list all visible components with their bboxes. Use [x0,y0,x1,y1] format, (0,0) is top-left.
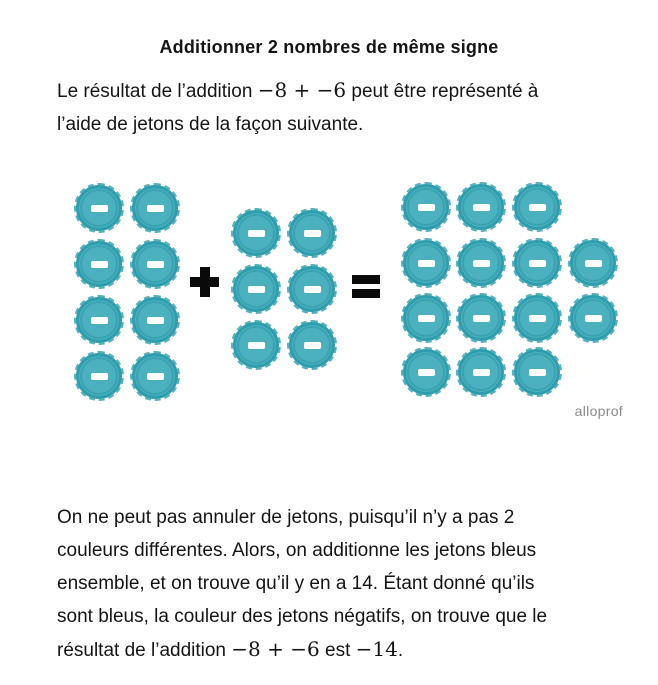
minus-sign-bar [585,315,602,322]
body-line: On ne peut pas annuler de jetons, puisqu’il n’y a pas 2 [57,507,515,528]
minus-token [233,266,279,312]
body-line: couleurs différentes. Alors, on additionne les jetons bleus [57,540,537,561]
minus-sign-bar [91,205,108,212]
minus-token [403,349,449,395]
minus-token [76,297,122,343]
minus-sign-bar [418,260,435,267]
minus-token [403,295,449,341]
minus-token [233,322,279,368]
minus-token [514,349,560,395]
alloprof-watermark: alloprof [574,403,623,419]
minus-token [132,185,178,231]
minus-sign-bar [304,230,321,237]
minus-sign-bar [529,204,546,211]
minus-token [514,295,560,341]
body-text-segment: . [397,640,404,661]
minus-token [458,184,504,230]
minus-token [514,240,560,286]
minus-token [132,353,178,399]
minus-sign-bar [529,260,546,267]
minus-token [76,185,122,231]
intro-text-segment: Le résultat de l’addition [57,81,258,102]
math-expression: −8 + −6 [231,637,320,661]
minus-sign-bar [248,342,265,349]
minus-sign-bar [418,204,435,211]
minus-token [514,184,560,230]
equals-top-bar [352,275,380,284]
math-expression: −8 + −6 [257,78,347,102]
minus-sign-bar [147,261,164,268]
minus-sign-bar [473,369,490,376]
minus-sign-bar [304,286,321,293]
minus-sign-bar [473,204,490,211]
minus-sign-bar [91,373,108,380]
intro-line-2: l’aide de jetons de la façon suivante. [57,114,364,135]
plus-vertical-bar [200,267,210,297]
minus-sign-bar [473,315,490,322]
minus-sign-bar [473,260,490,267]
body-paragraph [57,501,637,667]
minus-sign-bar [248,286,265,293]
math-result: −14 [355,637,398,661]
equals-operator [352,275,380,298]
minus-token [132,297,178,343]
equals-bottom-bar [352,289,380,298]
minus-sign-bar [147,317,164,324]
minus-token [458,240,504,286]
minus-sign-bar [418,369,435,376]
minus-token [289,266,335,312]
minus-sign-bar [91,261,108,268]
minus-sign-bar [418,315,435,322]
minus-token [76,241,122,287]
minus-sign-bar [248,230,265,237]
plus-operator [190,267,219,297]
minus-sign-bar [529,315,546,322]
minus-sign-bar [147,373,164,380]
body-text-segment: résultat de l’addition [57,640,232,661]
minus-token [403,240,449,286]
minus-token [458,349,504,395]
minus-token [458,295,504,341]
minus-sign-bar [304,342,321,349]
page-title: Additionner 2 nombres de même signe [159,37,499,58]
body-line: ensemble, et on trouve qu’il y en a 14. Étant donné qu’ils [57,573,535,594]
minus-sign-bar [91,317,108,324]
minus-token [132,241,178,287]
minus-token [570,240,616,286]
minus-token [76,353,122,399]
body-line-final [57,633,637,667]
minus-token [570,295,616,341]
minus-token [233,210,279,256]
minus-sign-bar [147,205,164,212]
minus-sign-bar [585,260,602,267]
minus-sign-bar [529,369,546,376]
intro-text-segment: peut être représenté à [346,81,539,102]
minus-token [289,210,335,256]
minus-token [289,322,335,368]
minus-token [403,184,449,230]
body-text-segment: est [319,640,356,661]
body-line: sont bleus, la couleur des jetons négatifs, on trouve que le [57,606,548,627]
